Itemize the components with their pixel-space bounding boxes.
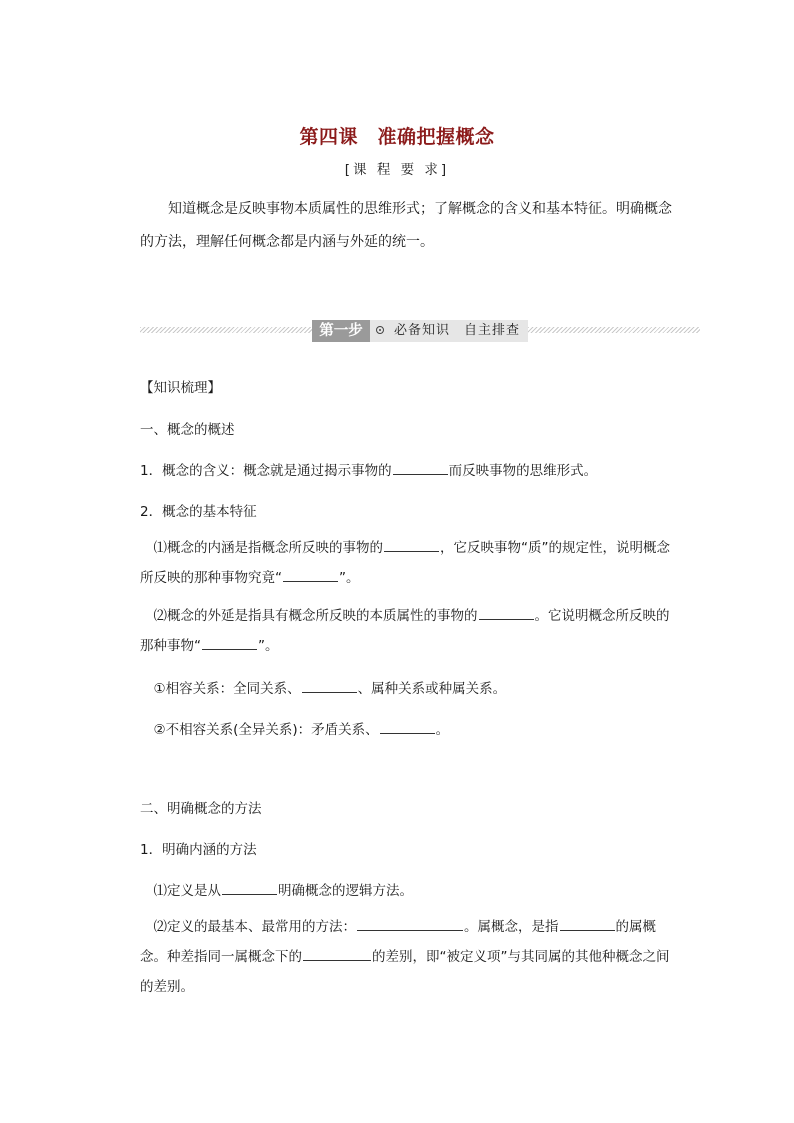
- d2-text-d: 的差别，即“被定义项”与其同属的其他种概念之间的差别。: [140, 949, 670, 995]
- target-bullet-icon: [376, 326, 384, 334]
- c2-text-a: ②不相容关系(全异关系)：矛盾关系、: [153, 722, 379, 738]
- item1-text-a: 1．概念的含义：概念就是通过揭示事物的: [140, 463, 392, 479]
- extension-paragraph: [140, 601, 682, 661]
- d1-text-b: 明确概念的逻辑方法。: [278, 883, 413, 899]
- d2-text-a: ⑵定义的最基本、最常用的方法：: [153, 919, 356, 935]
- fill-blank[interactable]: [393, 462, 448, 475]
- d2-text-b: 。属概念，是指: [464, 919, 559, 935]
- step-text: 必备知识 自主排查: [394, 323, 521, 338]
- fill-blank[interactable]: [202, 637, 257, 650]
- intension-paragraph: [140, 533, 682, 593]
- p1-text-a: ⑴概念的内涵是指概念所反映的事物的: [153, 540, 383, 556]
- fill-blank[interactable]: [479, 607, 534, 620]
- d2-text-c: 的属概念。种差指同一属概念下的: [140, 919, 656, 965]
- divider-hatch-left: [140, 327, 312, 333]
- concept-meaning-item: [140, 459, 597, 479]
- c2-text-b: 。: [435, 722, 450, 738]
- part1-title: 一、概念的概述: [140, 422, 235, 438]
- c1-text-b: 、属种关系或种属关系。: [357, 681, 507, 697]
- fill-blank[interactable]: [302, 680, 357, 693]
- fill-blank[interactable]: [384, 539, 439, 552]
- fill-blank[interactable]: [357, 918, 463, 931]
- part2-title: 二、明确概念的方法: [140, 801, 262, 817]
- d1-text-a: ⑴定义是从: [153, 883, 221, 899]
- step-divider: [140, 320, 700, 342]
- lesson-title: 第四课 准确把握概念: [299, 126, 495, 148]
- p1-text-b: ，它反映事物“质”的规定性，说明概念所反映的那种事物究竟“: [140, 540, 670, 586]
- fill-blank[interactable]: [303, 948, 371, 961]
- p1-text-c: ”。: [339, 570, 360, 586]
- concept-features-item: 2．概念的基本特征: [140, 504, 257, 520]
- intension-method-item: 1．明确内涵的方法: [140, 842, 257, 858]
- intro-text: 知道概念是反映事物本质属性的思维形式；了解概念的含义和基本特征。明确概念的方法，理解任何概念都是内涵与外延的统一。: [140, 201, 672, 250]
- knowledge-label: 【知识梳理】: [140, 380, 221, 396]
- incompatible-relation-item: [140, 718, 449, 738]
- step-label: 第一步: [312, 320, 370, 342]
- p2-text-b: 。它说明概念所反映的那种事物“: [140, 608, 670, 654]
- item1-text-b: 而反映事物的思维形式。: [448, 463, 598, 479]
- divider-hatch-right: [528, 327, 700, 333]
- p2-text-c: ”。: [258, 638, 279, 654]
- course-requirements-heading: [课 程 要 求]: [344, 162, 450, 178]
- fill-blank[interactable]: [380, 721, 435, 734]
- fill-blank[interactable]: [222, 882, 277, 895]
- compatible-relation-item: [140, 677, 506, 697]
- definition-method-paragraph: [140, 912, 682, 1002]
- course-requirements-text: [140, 193, 680, 259]
- p2-text-a: ⑵概念的外延是指具有概念所反映的本质属性的事物的: [153, 608, 478, 624]
- c1-text-a: ①相容关系：全同关系、: [153, 681, 301, 697]
- definition-item: [140, 879, 413, 899]
- fill-blank[interactable]: [283, 569, 338, 582]
- fill-blank[interactable]: [560, 918, 615, 931]
